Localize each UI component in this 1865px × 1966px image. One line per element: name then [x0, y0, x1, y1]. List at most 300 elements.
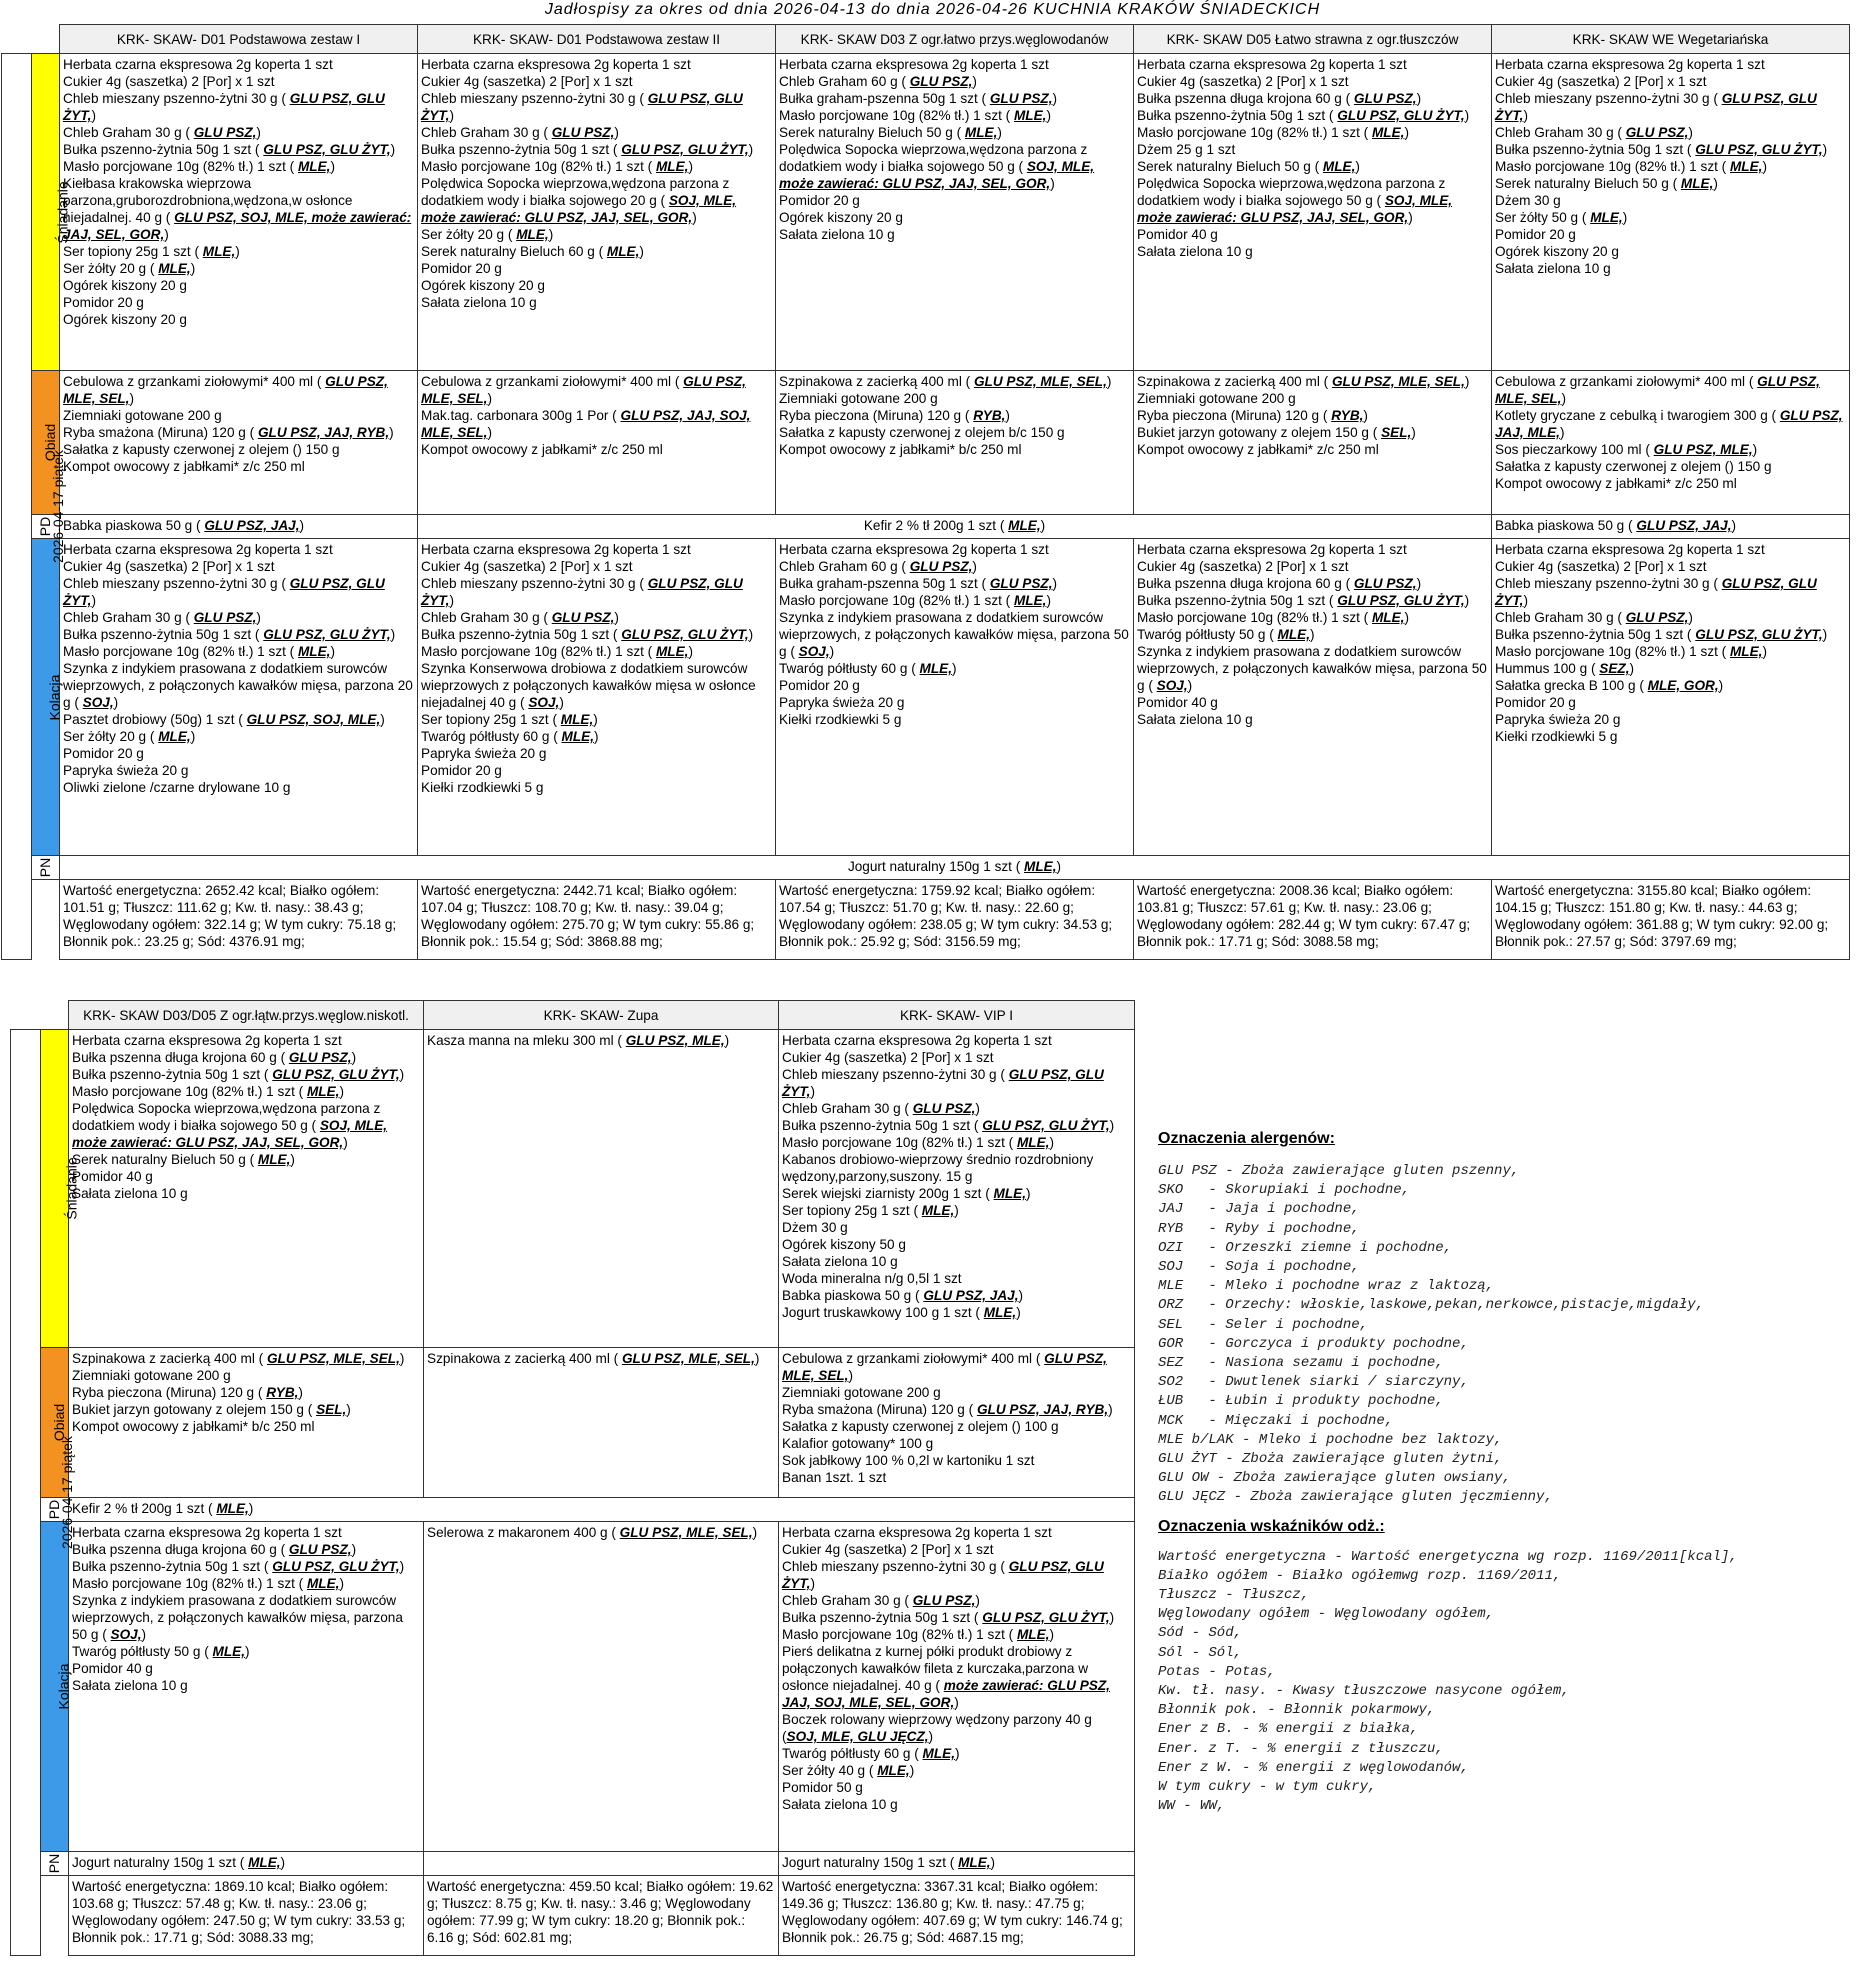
- menu-item: Szynka z indykiem prasowana z dodatkiem surowców wieprzowych, z połączonych kawałków mięsa, parzona 50 g ( SOJ,): [779, 610, 1129, 659]
- menu-item: Pomidor 20 g: [63, 295, 144, 310]
- legend-line: MCK - Mięczaki i pochodne,: [1158, 1412, 1394, 1429]
- allergen-codes: GLU PSZ,: [288, 1542, 352, 1557]
- allergen-codes: GLU PSZ, JAJ, RYB,: [976, 1402, 1109, 1417]
- allergen-codes: GLU PSZ,: [912, 1593, 976, 1608]
- allergen-codes: SOJ,: [82, 695, 114, 710]
- menu-item: Bukiet jarzyn gotowany z olejem 150 g ( SEL,): [1137, 425, 1416, 440]
- meal-cell: [1492, 371, 1850, 515]
- menu-item: Cukier 4g (saszetka) 2 [Por] x 1 szt: [63, 74, 275, 89]
- menu-item: Sałata zielona 10 g: [1137, 712, 1253, 727]
- menu-item: Kiełki rzodkiewki 5 g: [1495, 729, 1618, 744]
- allergen-codes: GLU PSZ,: [1625, 610, 1689, 625]
- menu-item: Pomidor 20 g: [63, 746, 144, 761]
- menu-item: Sok jabłkowy 100 % 0,2l w kartoniku 1 szt: [782, 1453, 1035, 1468]
- allergen-codes: MLE,: [297, 159, 331, 174]
- allergen-codes: GLU PSZ,: [989, 91, 1053, 106]
- menu-item: Szpinakowa z zacierką 400 ml ( GLU PSZ, MLE, SEL,): [779, 374, 1112, 389]
- allergen-codes: GLU PSZ, GLU ŻYT,: [782, 1559, 1104, 1591]
- menu-item: Polędwica Sopocka wieprzowa,wędzona parzona z dodatkiem wody i białka sojowego 20 g ( SOJ, MLE, może zawierać: GLU PSZ, JAJ, SEL, GOR,): [421, 176, 737, 225]
- menu-item: Herbata czarna ekspresowa 2g koperta 1 szt: [779, 542, 1049, 557]
- legend-line: JAJ - Jaja i pochodne,: [1158, 1201, 1360, 1218]
- menu-item: Chleb Graham 30 g ( GLU PSZ,): [1495, 125, 1693, 140]
- menu-item: Chleb Graham 60 g ( GLU PSZ,): [779, 559, 977, 574]
- menu-item: Herbata czarna ekspresowa 2g koperta 1 szt: [421, 57, 691, 72]
- legend-line: SKO - Skorupiaki i pochodne,: [1158, 1182, 1411, 1199]
- menu-item: Chleb Graham 30 g ( GLU PSZ,): [1495, 610, 1693, 625]
- meal-cell: [418, 515, 1492, 539]
- meal-cell: [418, 54, 776, 371]
- menu-item: Ser żółty 20 g ( MLE,): [421, 227, 554, 242]
- menu-item: Bułka pszenno-żytnia 50g 1 szt ( GLU PSZ, GLU ŻYT,): [63, 142, 396, 157]
- diet-header: KRK- SKAW D03 Z ogr.łatwo przys.węglowodanów: [776, 25, 1134, 54]
- menu-item: Pomidor 20 g: [421, 763, 502, 778]
- allergen-codes: GLU PSZ, GLU ŻYT,: [982, 1610, 1110, 1625]
- nutrition-summary: Wartość energetyczna: 2652.42 kcal; Białko ogółem: 101.51 g; Tłuszcz: 111.62 g; Kw. tł. nasy.: 38.43 g; Węglowodany ogółem: 322.14 g; W tym cukry: 75.18 g; Błonnik pok.: 23.25 g; Sód: 4376.91 mg;: [60, 880, 418, 960]
- allergen-codes: MLE,: [257, 1152, 291, 1167]
- menu-item: Herbata czarna ekspresowa 2g koperta 1 szt: [1137, 542, 1407, 557]
- menu-item: Masło porcjowane 10g (82% tł.) 1 szt ( MLE,): [63, 159, 335, 174]
- menu-item: Herbata czarna ekspresowa 2g koperta 1 szt: [1137, 57, 1407, 72]
- allergen-codes: MLE,: [212, 1644, 246, 1659]
- menu-item: Ser topiony 25g 1 szt ( MLE,): [782, 1203, 959, 1218]
- meal-cell: [779, 1348, 1135, 1498]
- allergen-codes: GLU PSZ, JAJ,: [1636, 518, 1732, 533]
- menu-item: Pasztet drobiowy (50g) 1 szt ( GLU PSZ, SOJ, MLE,): [63, 712, 385, 727]
- menu-item: Szpinakowa z zacierką 400 ml ( GLU PSZ, MLE, SEL,): [72, 1351, 405, 1366]
- menu-item: Cebulowa z grzankami ziołowymi* 400 ml ( GLU PSZ, MLE, SEL,): [63, 374, 388, 406]
- menu-item: Masło porcjowane 10g (82% tł.) 1 szt ( MLE,): [782, 1135, 1054, 1150]
- nutrition-summary: Wartość energetyczna: 2442.71 kcal; Białko ogółem: 107.04 g; Tłuszcz: 108.70 g; Kw. tł. nasy.: 39.04 g; Węglowodany ogółem: 275.70 g; W tym cukry: 55.86 g; Błonnik pok.: 15.54 g; Sód: 3868.88 mg;: [418, 880, 776, 960]
- allergen-codes: GLU PSZ, GLU ŻYT,: [782, 1067, 1104, 1099]
- allergen-codes: MLE,: [655, 159, 689, 174]
- allergen-codes: GLU PSZ, GLU ŻYT,: [63, 91, 385, 123]
- allergen-codes: GLU PSZ,: [551, 125, 615, 140]
- menu-item: Cukier 4g (saszetka) 2 [Por] x 1 szt: [421, 559, 633, 574]
- menu-item: Oliwki zielone /czarne drylowane 10 g: [63, 780, 291, 795]
- menu-item: Herbata czarna ekspresowa 2g koperta 1 szt: [779, 57, 1049, 72]
- breakfast-row: [11, 1030, 1135, 1348]
- allergen-codes: GLU PSZ, SOJ, MLE,: [246, 712, 381, 727]
- menu-item: Serek wiejski ziarnisty 200g 1 szt ( MLE,): [782, 1186, 1031, 1201]
- diet-header-row: [2, 25, 1850, 54]
- allergen-codes: MLE,: [877, 1763, 910, 1778]
- menu-item: Jogurt naturalny 150g 1 szt ( MLE,): [847, 859, 1062, 874]
- menu-item: Ser żółty 50 g ( MLE,): [1495, 210, 1628, 225]
- supper-row: [11, 1522, 1135, 1852]
- menu-item: Kasza manna na mleku 300 ml ( GLU PSZ, MLE,): [427, 1033, 730, 1048]
- date-label: 2026-04-17 piątek: [11, 1030, 41, 1956]
- menu-item: Bułka pszenno-żytnia 50g 1 szt ( GLU PSZ, GLU ŻYT,): [421, 627, 754, 642]
- legend-line: GLU JĘCZ - Zboża zawierające gluten jęczmienny,: [1158, 1489, 1553, 1506]
- allergen-codes: MLE,: [1371, 125, 1405, 140]
- menu-item: Bułka graham-pszenna 50g 1 szt ( GLU PSZ,): [779, 576, 1058, 591]
- meal-cell: [1492, 539, 1850, 856]
- allergen-codes: GLU PSZ, MLE, SEL,: [619, 1525, 753, 1540]
- menu-item: Pomidor 40 g: [72, 1169, 153, 1184]
- allergen-codes: GLU PSZ,: [288, 1050, 352, 1065]
- menu-item: Sałata zielona 10 g: [782, 1797, 898, 1812]
- menu-item: Banan 1szt. 1 szt: [782, 1470, 887, 1485]
- menu-item: Ser topiony 25g 1 szt ( MLE,): [421, 712, 598, 727]
- allergen-codes: GLU PSZ, MLE, SEL,: [1331, 374, 1465, 389]
- menu-item: Papryka świeża 20 g: [421, 746, 547, 761]
- menu-item: Dżem 30 g: [782, 1220, 848, 1235]
- menu-item: Masło porcjowane 10g (82% tł.) 1 szt ( MLE,): [72, 1576, 344, 1591]
- menu-item: Serek naturalny Bieluch 50 g ( MLE,): [779, 125, 1002, 140]
- menu-item: Chleb mieszany pszenno-żytni 30 g ( GLU PSZ, GLU ŻYT,): [1495, 91, 1817, 123]
- legend-line: MLE b/LAK - Mleko i pochodne bez laktozy,: [1158, 1431, 1503, 1448]
- legend-line: RYB - Ryby i pochodne,: [1158, 1220, 1360, 1237]
- allergen-codes: MLE,: [1008, 518, 1041, 533]
- menu-item: Herbata czarna ekspresowa 2g koperta 1 szt: [421, 542, 691, 557]
- allergen-codes: SOJ, MLE, może zawierać: GLU PSZ, JAJ, SEL, GOR,: [421, 193, 737, 225]
- menu-item: Cukier 4g (saszetka) 2 [Por] x 1 szt: [63, 559, 275, 574]
- allergen-codes: GLU PSZ, JAJ, MLE,: [1495, 408, 1843, 440]
- legend-line: Sól - Sól,: [1158, 1644, 1243, 1661]
- indicators-list: [1158, 1548, 1848, 1817]
- allergen-codes: GLU PSZ, MLE, SEL,: [621, 1351, 755, 1366]
- meal-label-supper: Kolacja: [32, 539, 60, 856]
- allergen-codes: SOJ, MLE, GLU JĘCZ,: [786, 1729, 929, 1744]
- menu-item: Cukier 4g (saszetka) 2 [Por] x 1 szt: [782, 1050, 994, 1065]
- allergen-codes: GLU PSZ, SOJ, MLE, może zawierać: JAJ, SEL, GOR,: [63, 210, 412, 242]
- menu-item: Szynka z indykiem prasowana z dodatkiem surowców wieprzowych, z połączonych kawałków mięsa, parzona 50 g ( SOJ,): [72, 1593, 403, 1642]
- menu-item: Bułka pszenno-żytnia 50g 1 szt ( GLU PSZ, GLU ŻYT,): [1137, 593, 1470, 608]
- menu-item: Dżem 30 g: [1495, 193, 1561, 208]
- menu-item: Herbata czarna ekspresowa 2g koperta 1 szt: [72, 1525, 342, 1540]
- menu-item: Masło porcjowane 10g (82% tł.) 1 szt ( MLE,): [421, 159, 693, 174]
- menu-item: Ogórek kiszony 50 g: [782, 1237, 906, 1252]
- menu-item: Bułka pszenno-żytnia 50g 1 szt ( GLU PSZ, GLU ŻYT,): [1495, 627, 1828, 642]
- allergen-codes: MLE,: [1729, 159, 1763, 174]
- menu-item: Bukiet jarzyn gotowany z olejem 150 g ( SEL,): [72, 1402, 351, 1417]
- menu-item: Chleb Graham 60 g ( GLU PSZ,): [779, 74, 977, 89]
- lunch-row: [2, 371, 1850, 515]
- legend-line: Potas - Potas,: [1158, 1663, 1276, 1680]
- allergen-codes: GLU PSZ, JAJ,: [204, 518, 300, 533]
- meal-label-supper: Kolacja: [41, 1522, 69, 1852]
- legend-line: ORZ - Orzechy: włoskie,laskowe,pekan,nerkowce,pistacje,migdały,: [1158, 1297, 1705, 1314]
- allergen-codes: może zawierać: GLU PSZ, JAJ, SOJ, MLE, SEL, GOR,: [782, 1678, 1110, 1710]
- meal-cell: [1134, 539, 1492, 856]
- menu-item: Sałatka z kapusty czerwonej z olejem () 100 g: [782, 1419, 1059, 1434]
- allergen-codes: MLE,: [964, 125, 998, 140]
- allergen-codes: MLE,: [158, 729, 191, 744]
- menu-item: Szpinakowa z zacierką 400 ml ( GLU PSZ, MLE, SEL,): [1137, 374, 1470, 389]
- menu-item: Chleb Graham 30 g ( GLU PSZ,): [782, 1101, 980, 1116]
- meal-cell: [69, 1030, 424, 1348]
- menu-item: Chleb Graham 30 g ( GLU PSZ,): [421, 125, 619, 140]
- meal-cell: [69, 1522, 424, 1852]
- allergen-codes: MLE,: [202, 244, 236, 259]
- menu-item: Sałatka z kapusty czerwonej z olejem () 150 g: [1495, 459, 1772, 474]
- allergen-codes: GLU PSZ, MLE, SEL,: [973, 374, 1107, 389]
- diet-header: KRK- SKAW D05 Łatwo strawna z ogr.tłuszczów: [1134, 25, 1492, 54]
- allergen-codes: GLU PSZ,: [1353, 576, 1417, 591]
- menu-item: Bułka pszenno-żytnia 50g 1 szt ( GLU PSZ, GLU ŻYT,): [63, 627, 396, 642]
- menu-item: Ser żółty 20 g ( MLE,): [63, 729, 196, 744]
- menu-item: Kefir 2 % tł 200g 1 szt ( MLE,): [72, 1501, 254, 1516]
- menu-item: Pomidor 20 g: [1495, 695, 1576, 710]
- menu-item: Szynka z indykiem prasowana z dodatkiem surowców wieprzowych, z połączonych kawałków mięsa, parzona 50 g ( SOJ,): [1137, 644, 1487, 693]
- meal-label-breakfast: Śniadanie: [32, 54, 60, 371]
- diet-header-row: [11, 1001, 1135, 1030]
- allergen-codes: GLU PSZ, GLU ŻYT,: [621, 627, 749, 642]
- allergen-codes: MLE,: [1371, 610, 1405, 625]
- menu-item: Herbata czarna ekspresowa 2g koperta 1 szt: [782, 1033, 1052, 1048]
- allergen-codes: GLU PSZ, GLU ŻYT,: [1495, 91, 1817, 123]
- allergen-codes: GLU PSZ,: [989, 576, 1053, 591]
- menu-item: Bułka pszenno-żytnia 50g 1 szt ( GLU PSZ, GLU ŻYT,): [72, 1067, 405, 1082]
- meal-cell: [418, 371, 776, 515]
- meal-cell: [1134, 54, 1492, 371]
- allergen-codes: MLE,: [1024, 859, 1057, 874]
- allergen-codes: RYB,: [266, 1385, 299, 1400]
- allergen-codes: MLE,: [993, 1186, 1027, 1201]
- allergen-codes: GLU PSZ, MLE, SEL,: [1495, 374, 1820, 406]
- menu-item: Dżem 25 g 1 szt: [1137, 142, 1236, 157]
- allergen-codes: GLU PSZ, GLU ŻYT,: [421, 576, 743, 608]
- menu-item: Ogórek kiszony 20 g: [421, 278, 545, 293]
- allergen-codes: SEL,: [316, 1402, 347, 1417]
- menu-item: Herbata czarna ekspresowa 2g koperta 1 szt: [1495, 542, 1765, 557]
- menu-item: Kiełki rzodkiewki 5 g: [779, 712, 902, 727]
- allergen-codes: MLE,: [248, 1855, 281, 1870]
- legend-line: MLE - Mleko i pochodne wraz z laktozą,: [1158, 1278, 1495, 1295]
- menu-item: Pomidor 40 g: [72, 1661, 153, 1676]
- meal-cell: [69, 1348, 424, 1498]
- meal-label-breakfast: Śniadanie: [41, 1030, 69, 1348]
- allergen-codes: MLE,: [1680, 176, 1714, 191]
- meal-cell: [60, 856, 1850, 880]
- pn-row: [11, 1852, 1135, 1876]
- menu-item: Chleb Graham 30 g ( GLU PSZ,): [63, 610, 261, 625]
- menu-item: Bułka pszenno-żytnia 50g 1 szt ( GLU PSZ, GLU ŻYT,): [421, 142, 754, 157]
- meal-cell: [776, 371, 1134, 515]
- legend-line: GLU ŻYT - Zboża zawierające gluten żytni,: [1158, 1451, 1503, 1468]
- legend-line: Ener. z T. - % energii z tłuszczu,: [1158, 1740, 1444, 1757]
- menu-item: Sałata zielona 10 g: [72, 1678, 188, 1693]
- legend-line: ŁUB - Łubin i produkty pochodne,: [1158, 1393, 1444, 1410]
- menu-item: Cukier 4g (saszetka) 2 [Por] x 1 szt: [782, 1542, 994, 1557]
- allergen-codes: GLU PSZ,: [912, 1101, 976, 1116]
- legend-line: GOR - Gorczyca i produkty pochodne,: [1158, 1335, 1469, 1352]
- menu-item: Bułka pszenna długa krojona 60 g ( GLU PSZ,): [72, 1050, 357, 1065]
- menu-item: Masło porcjowane 10g (82% tł.) 1 szt ( MLE,): [421, 644, 693, 659]
- allergen-codes: GLU PSZ,: [1625, 125, 1689, 140]
- allergen-codes: GLU PSZ, GLU ŻYT,: [621, 142, 749, 157]
- meal-cell: [1134, 371, 1492, 515]
- allergen-codes: GLU PSZ, MLE,: [625, 1033, 725, 1048]
- menu-item: Chleb mieszany pszenno-żytni 30 g ( GLU PSZ, GLU ŻYT,): [1495, 576, 1817, 608]
- meal-label-pd: PD: [32, 515, 60, 539]
- menu-item: Ser żółty 40 g ( MLE,): [782, 1763, 915, 1778]
- menu-item: Cebulowa z grzankami ziołowymi* 400 ml ( GLU PSZ, MLE, SEL,): [1495, 374, 1820, 406]
- menu-item: Ryba pieczona (Miruna) 120 g ( RYB,): [1137, 408, 1368, 423]
- menu-item: Ziemniaki gotowane 200 g: [63, 408, 222, 423]
- allergen-codes: MLE,: [1013, 108, 1047, 123]
- allergen-codes: GLU PSZ,: [193, 125, 257, 140]
- menu-item: Bułka pszenna długa krojona 60 g ( GLU PSZ,): [1137, 576, 1422, 591]
- legend-line: SEZ - Nasiona sezamu i pochodne,: [1158, 1355, 1444, 1372]
- menu-item: Papryka świeża 20 g: [63, 763, 189, 778]
- menu-item: Sałata zielona 10 g: [782, 1254, 898, 1269]
- allergen-codes: MLE,: [919, 661, 953, 676]
- meal-cell: [60, 371, 418, 515]
- menu-item: Jogurt naturalny 150g 1 szt ( MLE,): [72, 1855, 286, 1870]
- allergen-codes: SEL,: [1381, 425, 1412, 440]
- menu-item: Sałata zielona 10 g: [1495, 261, 1611, 276]
- menu-item: Ser topiony 25g 1 szt ( MLE,): [63, 244, 240, 259]
- menu-item: Twaróg półtłusty 50 g ( MLE,): [72, 1644, 250, 1659]
- allergen-codes: SOJ,: [528, 695, 560, 710]
- menu-item: Serek naturalny Bieluch 50 g ( MLE,): [1137, 159, 1360, 174]
- menu-item: Herbata czarna ekspresowa 2g koperta 1 szt: [63, 57, 333, 72]
- pd-row: [2, 515, 1850, 539]
- menu-item: Kalafior gotowany* 100 g: [782, 1436, 934, 1451]
- allergen-codes: MLE,: [958, 1855, 991, 1870]
- menu-item: Ryba smażona (Miruna) 120 g ( GLU PSZ, JAJ, RYB,): [63, 425, 394, 440]
- allergen-codes: GLU PSZ, GLU ŻYT,: [263, 627, 391, 642]
- menu-item: Babka piaskowa 50 g ( GLU PSZ, JAJ,): [63, 518, 305, 533]
- menu-item: Masło porcjowane 10g (82% tł.) 1 szt ( MLE,): [779, 593, 1051, 608]
- allergen-codes: GLU PSZ, MLE,: [1653, 442, 1753, 457]
- page-title: Jadłospisy za okres od dnia 2026-04-13 do dnia 2026-04-26 KUCHNIA KRAKÓW ŚNIADECKICH: [544, 1, 1321, 18]
- allergen-codes: GLU PSZ, GLU ŻYT,: [63, 576, 385, 608]
- allergen-codes: RYB,: [973, 408, 1006, 423]
- legend-line: Sód - Sód,: [1158, 1625, 1243, 1642]
- menu-item: Cukier 4g (saszetka) 2 [Por] x 1 szt: [1495, 74, 1707, 89]
- legend-line: GLU OW - Zboża zawierające gluten owsiany,: [1158, 1470, 1511, 1487]
- allergen-codes: GLU PSZ, MLE, SEL,: [782, 1351, 1107, 1383]
- menu-item: Cukier 4g (saszetka) 2 [Por] x 1 szt: [1137, 559, 1349, 574]
- nutrition-summary: Wartość energetyczna: 459.50 kcal; Białko ogółem: 19.62 g; Tłuszcz: 8.75 g; Kw. tł. nasy.: 3.46 g; Węglowodany ogółem: 77.99 g; W tym cukry: 18.20 g; Błonnik pok.: 6.16 g; Sód: 602.81 mg;: [424, 1876, 779, 1956]
- diet-header: KRK- SKAW WE Wegetariańska: [1492, 25, 1850, 54]
- menu-item: Ryba smażona (Miruna) 120 g ( GLU PSZ, JAJ, RYB,): [782, 1402, 1113, 1417]
- allergen-codes: GLU PSZ, MLE, SEL,: [63, 374, 388, 406]
- allergen-codes: SOJ,: [1156, 678, 1188, 693]
- allergen-codes: MLE,: [216, 1501, 249, 1516]
- allergen-codes: MLE,: [1016, 1135, 1050, 1150]
- allergen-codes: MLE,: [306, 1084, 340, 1099]
- menu-item: Masło porcjowane 10g (82% tł.) 1 szt ( MLE,): [782, 1627, 1054, 1642]
- meal-cell: [424, 1852, 779, 1876]
- menu-item: Szpinakowa z zacierką 400 ml ( GLU PSZ, MLE, SEL,): [427, 1351, 760, 1366]
- allergen-codes: MLE,: [1016, 1627, 1050, 1642]
- menu-item: Pomidor 20 g: [1495, 227, 1576, 242]
- menu-item: Chleb Graham 30 g ( GLU PSZ,): [782, 1593, 980, 1608]
- menu-item: Ziemniaki gotowane 200 g: [72, 1368, 231, 1383]
- menu-item: Chleb mieszany pszenno-żytni 30 g ( GLU PSZ, GLU ŻYT,): [421, 576, 743, 608]
- menu-item: Sałatka z kapusty czerwonej z olejem () 150 g: [63, 442, 340, 457]
- allergen-codes: GLU PSZ, GLU ŻYT,: [272, 1559, 400, 1574]
- meal-cell: [69, 1498, 1135, 1522]
- allergen-codes: MLE,: [306, 1576, 340, 1591]
- legend-line: Kw. tł. nasy. - Kwasy tłuszczowe nasycone ogółem,: [1158, 1683, 1570, 1700]
- menu-item: Masło porcjowane 10g (82% tł.) 1 szt ( MLE,): [63, 644, 335, 659]
- menu-item: Serek naturalny Bieluch 50 g ( MLE,): [1495, 176, 1718, 191]
- menu-item: Sos pieczarkowy 100 ml ( GLU PSZ, MLE,): [1495, 442, 1758, 457]
- meal-cell: [60, 515, 418, 539]
- lunch-row: [11, 1348, 1135, 1498]
- menu-item: Jogurt naturalny 150g 1 szt ( MLE,): [782, 1855, 996, 1870]
- menu-item: Ogórek kiszony 20 g: [779, 210, 903, 225]
- allergen-codes: SOJ, MLE, może zawierać: GLU PSZ, JAJ, SEL, GOR,: [72, 1118, 388, 1150]
- menu-item: Masło porcjowane 10g (82% tł.) 1 szt ( MLE,): [1495, 644, 1767, 659]
- menu-item: Pomidor 40 g: [1137, 227, 1218, 242]
- allergen-codes: SEZ,: [1599, 661, 1630, 676]
- menu-item: Herbata czarna ekspresowa 2g koperta 1 szt: [1495, 57, 1765, 72]
- menu-item: Bułka pszenna długa krojona 60 g ( GLU PSZ,): [1137, 91, 1422, 106]
- nutrition-row: [11, 1876, 1135, 1956]
- allergen-codes: GLU PSZ, JAJ, RYB,: [257, 425, 390, 440]
- allergen-codes: MLE,: [1590, 210, 1623, 225]
- allergens-list: [1158, 1162, 1848, 1508]
- menu-item: Sałata zielona 10 g: [1137, 244, 1253, 259]
- allergen-codes: MLE,: [561, 729, 595, 744]
- meal-cell: [424, 1522, 779, 1852]
- menu-item: Mak.tag. carbonara 300g 1 Por ( GLU PSZ, JAJ, SOJ, MLE, SEL,): [421, 408, 751, 440]
- diet-header: KRK- SKAW- Zupa: [424, 1001, 779, 1030]
- menu-item: Polędwica Sopocka wieprzowa,wędzona parzona z dodatkiem wody i białka sojowego 50 g ( SOJ, MLE, może zawierać: GLU PSZ, JAJ, SEL, GOR,): [1137, 176, 1453, 225]
- allergen-codes: GLU PSZ, GLU ŻYT,: [1695, 142, 1823, 157]
- legend-line: Wartość energetyczna - Wartość energetyczna wg rozp. 1169/2011[kcal],: [1158, 1548, 1738, 1565]
- allergen-codes: GLU PSZ, MLE, SEL,: [266, 1351, 400, 1366]
- allergen-codes: MLE,: [655, 644, 689, 659]
- allergen-codes: MLE,: [983, 1305, 1017, 1320]
- legend-line: Tłuszcz - Tłuszcz,: [1158, 1587, 1310, 1604]
- menu-item: Chleb mieszany pszenno-żytni 30 g ( GLU PSZ, GLU ŻYT,): [421, 91, 743, 123]
- allergen-codes: GLU PSZ,: [193, 610, 257, 625]
- menu-item: Masło porcjowane 10g (82% tł.) 1 szt ( MLE,): [72, 1084, 344, 1099]
- menu-item: Hummus 100 g ( SEZ,): [1495, 661, 1635, 676]
- menu-item: Papryka świeża 20 g: [779, 695, 905, 710]
- menu-item: Pomidor 40 g: [1137, 695, 1218, 710]
- allergen-codes: GLU PSZ, JAJ,: [923, 1288, 1019, 1303]
- menu-item: Kompot owocowy z jabłkami* b/c 250 ml: [72, 1419, 315, 1434]
- allergen-codes: GLU PSZ,: [1353, 91, 1417, 106]
- meal-label-pn: PN: [32, 856, 60, 880]
- legend-line: Węglowodany ogółem - Węglowodany ogółem,: [1158, 1606, 1495, 1623]
- meal-label-lunch: Obiad: [32, 371, 60, 515]
- legend-line: OZI - Orzeszki ziemne i pochodne,: [1158, 1239, 1453, 1256]
- menu-item: Kompot owocowy z jabłkami* z/c 250 ml: [1137, 442, 1379, 457]
- menu-item: Kompot owocowy z jabłkami* z/c 250 ml: [1495, 476, 1737, 491]
- menu-item: Ryba pieczona (Miruna) 120 g ( RYB,): [779, 408, 1010, 423]
- allergen-codes: SOJ, MLE, może zawierać: GLU PSZ, JAJ, SEL, GOR,: [779, 159, 1095, 191]
- menu-item: Masło porcjowane 10g (82% tł.) 1 szt ( MLE,): [1137, 610, 1409, 625]
- legend: [1158, 1130, 1848, 1817]
- pn-row: [2, 856, 1850, 880]
- nutrition-summary: Wartość energetyczna: 2008.36 kcal; Białko ogółem: 103.81 g; Tłuszcz: 57.61 g; Kw. tł. nasy.: 23.06 g; Węglowodany ogółem: 282.44 g; W tym cukry: 67.47 g; Błonnik pok.: 17.71 g; Sód: 3088.58 mg;: [1134, 880, 1492, 960]
- allergen-codes: MLE,: [560, 712, 594, 727]
- menu-item: Sałatka grecka B 100 g ( MLE, GOR,): [1495, 678, 1724, 693]
- menu-item: Pomidor 20 g: [779, 678, 860, 693]
- allergen-codes: SOJ, MLE, może zawierać: GLU PSZ, JAJ, SEL, GOR,: [1137, 193, 1453, 225]
- menu-item: Chleb mieszany pszenno-żytni 30 g ( GLU PSZ, GLU ŻYT,): [63, 576, 385, 608]
- menu-item: Polędwica Sopocka wieprzowa,wędzona parzona z dodatkiem wody i białka sojowego 50 g ( SOJ, MLE, może zawierać: GLU PSZ, JAJ, SEL, GOR,): [72, 1101, 388, 1150]
- menu-item: Ogórek kiszony 20 g: [1495, 244, 1619, 259]
- menu-item: Bułka pszenno-żytnia 50g 1 szt ( GLU PSZ, GLU ŻYT,): [72, 1559, 405, 1574]
- allergen-codes: GLU PSZ, GLU ŻYT,: [1337, 108, 1465, 123]
- meal-cell: [424, 1348, 779, 1498]
- meal-cell: [779, 1852, 1135, 1876]
- allergen-codes: MLE,: [158, 261, 191, 276]
- menu-item: Papryka świeża 20 g: [1495, 712, 1621, 727]
- nutrition-summary: Wartość energetyczna: 1759.92 kcal; Białko ogółem: 107.54 g; Tłuszcz: 51.70 g; Kw. tł. nasy.: 22.60 g; Węglowodany ogółem: 238.05 g; W tym cukry: 34.53 g; Błonnik pok.: 25.92 g; Sód: 3156.59 mg;: [776, 880, 1134, 960]
- menu-item: Cukier 4g (saszetka) 2 [Por] x 1 szt: [421, 74, 633, 89]
- menu-item: Bułka pszenno-żytnia 50g 1 szt ( GLU PSZ, GLU ŻYT,): [1137, 108, 1470, 123]
